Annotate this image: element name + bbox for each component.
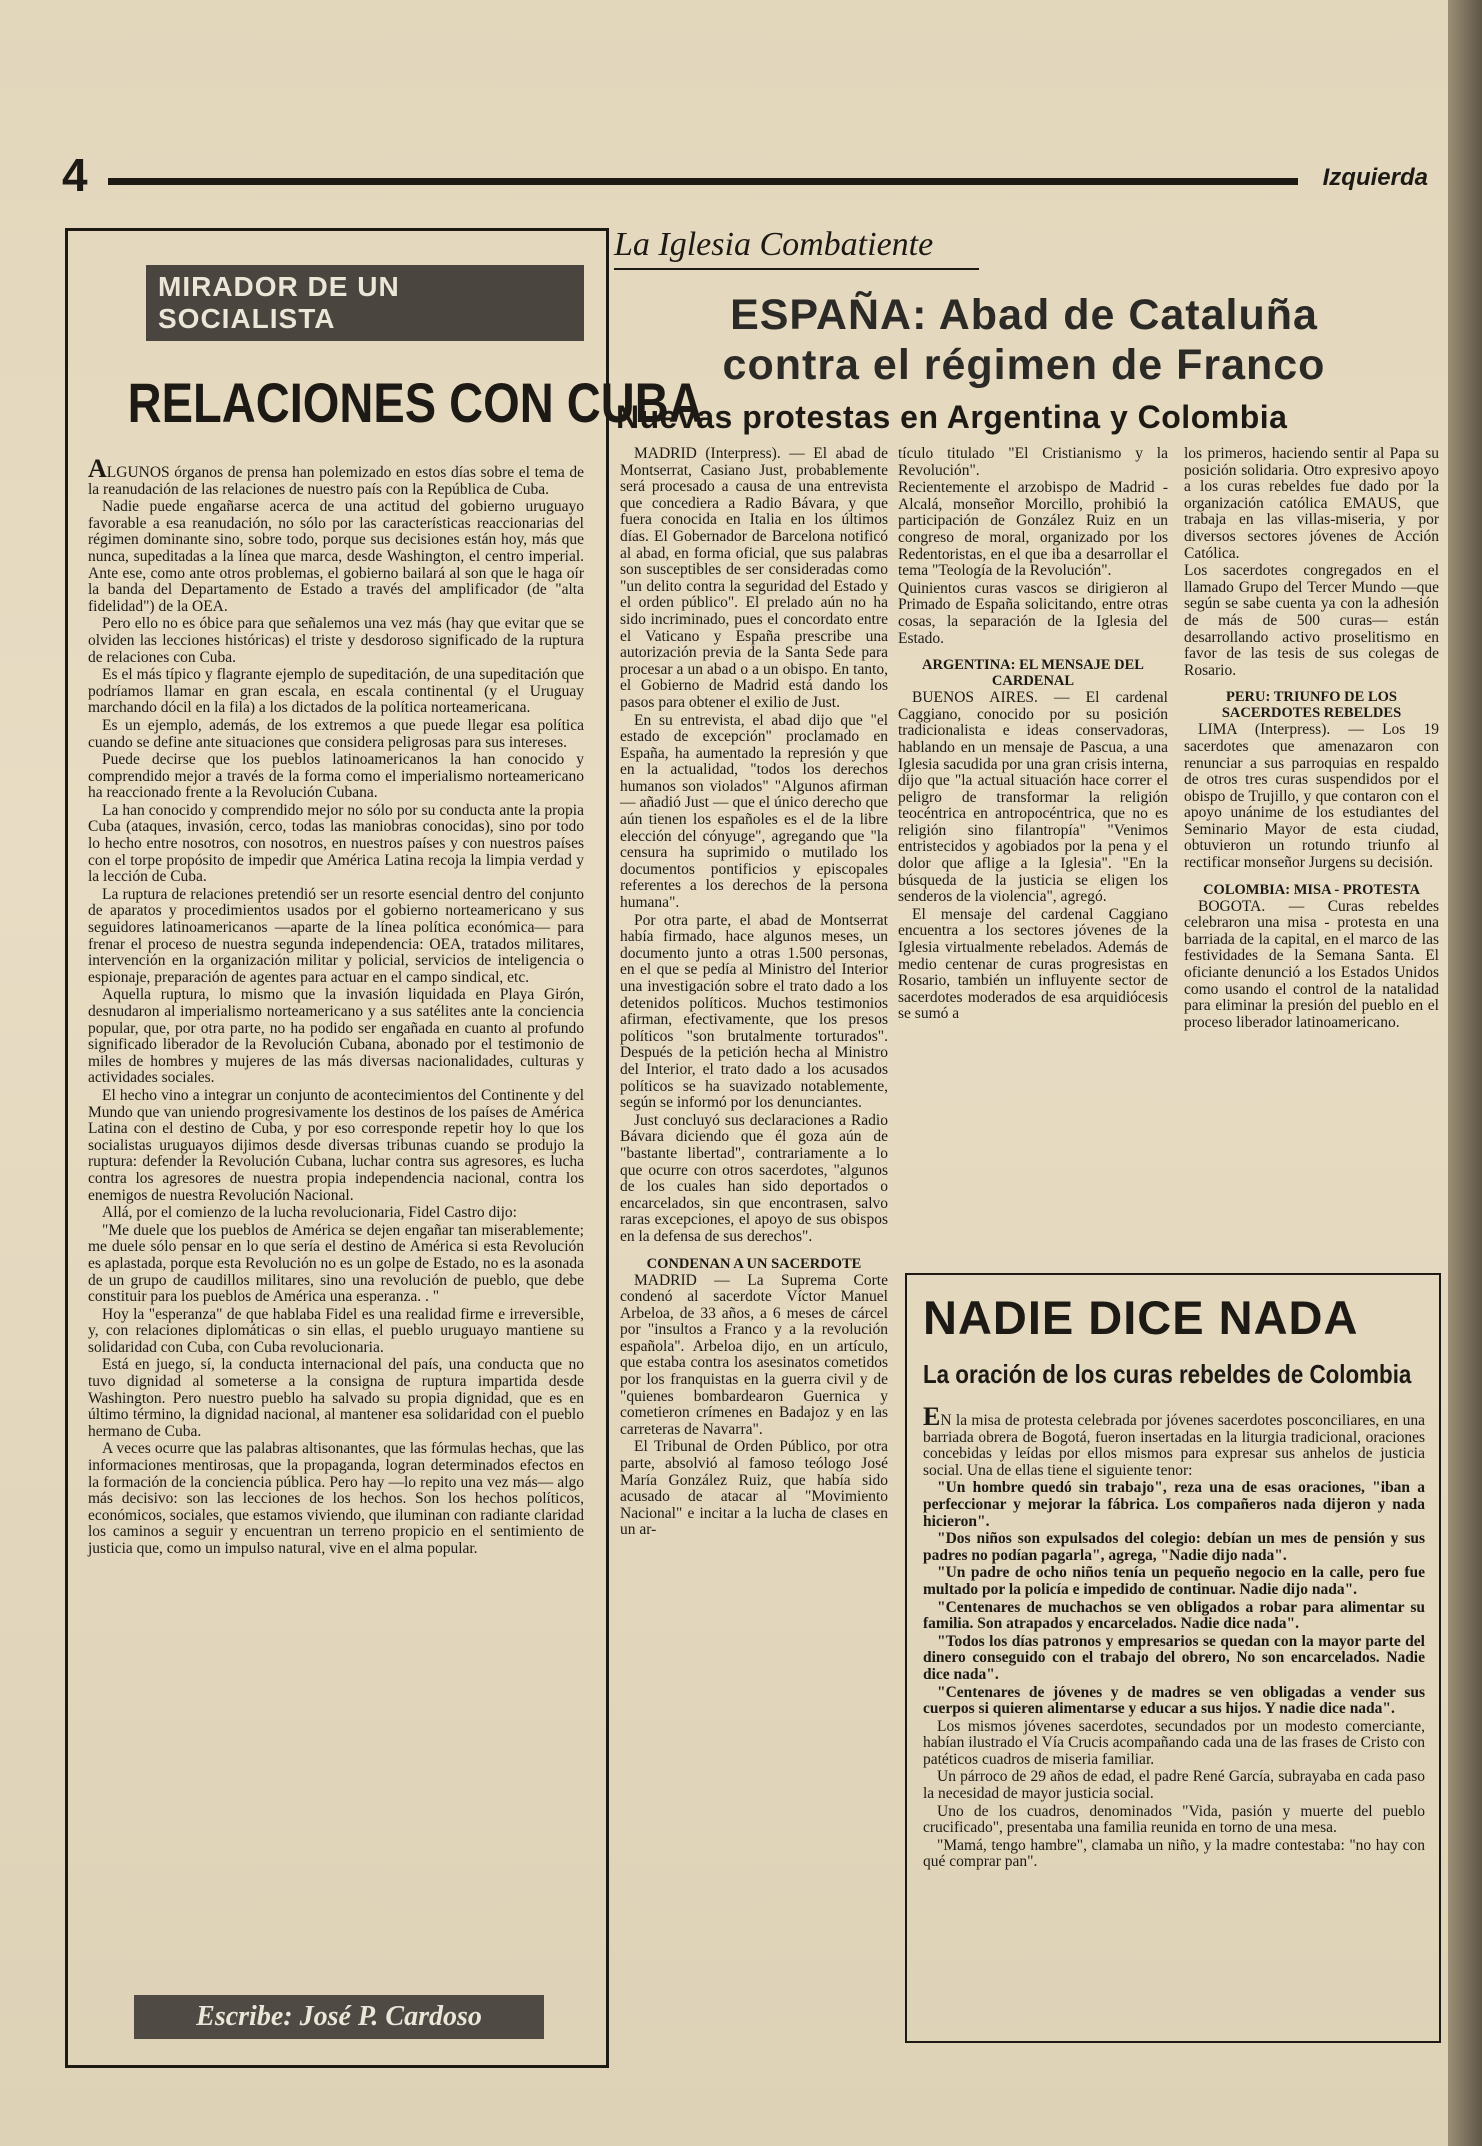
- article-column-1: [620, 446, 888, 1540]
- headline-line-1: ESPAÑA: Abad de Cataluña: [730, 291, 1318, 339]
- paragraph: "Centenares de muchachos se ven obligados a robar para alimentar su familia. Son atrapados y encarcelados. Nadie dice nada".: [923, 1598, 1425, 1633]
- kicker-rule: [614, 268, 979, 270]
- dropcap: E: [923, 1402, 941, 1431]
- paragraph: Por otra parte, el abad de Montserrat había firmado, hace algunos meses, un documento junto a otras 1.500 personas, en el que se pedía al Ministro del Interior una investigación sobre el trato dado a los detenidos políticos. Muchos testimonios afirman, efectivamente, que los presos políticos "son brutalmente torturados". Después de la petición hecha al Ministro del Interior, el trato dado a los acusados políticos se ha suavizado notablemente, según se informó por los denunciantes.: [620, 911, 888, 1112]
- paragraph: tículo titulado "El Cristianismo y la Revolución".: [898, 445, 1168, 479]
- page-number: 4: [62, 149, 88, 201]
- paragraph: Los mismos jóvenes sacerdotes, secundados por un modesto comerciante, habían ilustrado el Vía Crucis acompañando cada una de las frases de Cristo con patéticos cuadros de miseria familiar.: [923, 1717, 1425, 1768]
- dropcap: A: [88, 454, 107, 483]
- section-kicker: La Iglesia Combatiente: [614, 226, 934, 263]
- sidebar-body: [923, 1402, 1425, 1871]
- article-column-2: [898, 446, 1168, 1024]
- article-subheadline: Nuevas protestas en Argentina y Colombia: [616, 399, 1288, 435]
- paragraph: MADRID — La Suprema Corte condenó al sacerdote Víctor Manuel Arbeloa, de 33 años, a 6 meses de cárcel por "insultos a Franco y a la revolución española". Arbeloa dijo, en un artículo, que estaba contra los asesinatos cometidos por los franquistas en la guerra civil y de "quienes bombardearon Guernica y cometieron crímenes en Badajoz y en las carreteras de Navarra".: [620, 1271, 888, 1438]
- paragraph: La ruptura de relaciones pretendió ser un resorte esencial dentro del conjunto de aparatos y procedimientos usados por el gobierno norteamericano y sus seguidores latinoamericanos —aparte de la línea política económica— para frenar el proceso de nuestra segunda independencia: OEA, tratados militares, intervención en la organización militar y policial, servicios de inteligencia o espionaje, preparación de agentes para actuar en el campo sindical, etc.: [88, 885, 584, 986]
- paragraph: Nadie puede engañarse acerca de una actitud del gobierno uruguayo favorable a esa reanudación, no sólo por las características reaccionarias del régimen dominante sino, sobre todo, porque sus decisiones están hoy, más que nunca, supeditadas a la línea que marca, desde Washington, el centro imperial. Ante ese, como ante otros problemas, el gobierno bailará al son que le haga oír la banda del Departamento de Estado a través del amplificador (de "alta fidelidad") de la OEA.: [88, 498, 584, 615]
- paragraph: Recientemente el arzobispo de Madrid - Alcalá, monseñor Morcillo, prohibió la participación de González Ruiz en un congreso de moral, organizado por los Redentoristas, en el que iba a desarrollar el tema "Teología de la Revolución".: [898, 479, 1168, 580]
- paragraph: "Mamá, tengo hambre", clamaba un niño, y la madre contestaba: "no hay con qué comprar pan".: [923, 1836, 1425, 1871]
- paragraph: Puede decirse que los pueblos latinoamericanos la han conocido y comprendido mejor a través de la forma como el imperialismo norteamericano ha reaccionado frente a la Revolución Cubana.: [88, 751, 584, 802]
- section-heading-colombia: COLOMBIA: MISA - PROTESTA: [1203, 881, 1420, 898]
- paragraph: Es el más típico y flagrante ejemplo de supeditación, de una supeditación que podríamos llamar en gran escala, en escala continental (y el Uruguay marchando dócil en la fila) a los dictados de la política norteamericana.: [88, 666, 584, 717]
- opinion-lead: ALGUNOS órganos de prensa han polemizado en estos días sobre el tema de la reanudación de las relaciones de nuestro país con la República de Cuba.: [88, 454, 584, 498]
- paragraph: Quinientos curas vascos se dirigieron al Primado de España solicitando, entre otras cosas, la separación de la Iglesia del Estado.: [898, 579, 1168, 647]
- paragraph: LIMA (Interpress). — Los 19 sacerdotes que amenazaron con renunciar a sus parroquias en respaldo de otros tres curas suspendidos por el obispo de Trujillo, y que contaron con el apoyo unánime de los estudiantes del Seminario Mayor de esta ciudad, obtuvieron un rotundo triunfo al rectificar monseñor Jurgens su decisión.: [1184, 721, 1439, 872]
- paragraph: Los sacerdotes congregados en el llamado Grupo del Tercer Mundo —que según se sabe cuenta ya con la adhesión de más de 500 curas— están desarrollando activo proselitismo en favor de las tesis de sus colegas de Rosario.: [1184, 562, 1439, 679]
- paragraph: El Tribunal de Orden Público, por otra parte, absolvió al famoso teólogo José María González Ruiz, que había sido acusado de atacar al "Movimiento Nacional" e incitar a la lucha de clases en un ar-: [620, 1438, 888, 1539]
- paragraph: BOGOTA. — Curas rebeldes celebraron una misa - protesta en una barriada de la capital, en el marco de las festividades de la Semana Santa. El oficiante denunció a los Estados Unidos como usando el control de la natalidad para eliminar la presión del pueblo en el proceso liberador latinoamericano.: [1184, 897, 1439, 1031]
- paragraph: Un párroco de 29 años de edad, el padre René García, subrayaba en cada paso la necesidad de mayor justicia social.: [923, 1768, 1425, 1803]
- paragraph: En su entrevista, el abad dijo que "el estado de excepción" proclamado en España, ha aumentado la represión y que en la actualidad, "todos los derechos humanos son violados" "Algunos afirman — añadió Just — que el único derecho que aún tienen los españoles es el de la libre elección del cónyuge", agregando que "la censura ha suprimido o mutilado los documentos pontificios y episcopales referentes a los derechos de la persona humana".: [620, 711, 888, 912]
- page-header: [58, 149, 1428, 201]
- opinion-headline: RELACIONES CON CUBA: [127, 371, 703, 434]
- paragraph: Uno de los cuadros, denominados "Vida, pasión y muerte del pueblo crucificado", presentaba una familia reunida en torno de una mesa.: [923, 1802, 1425, 1837]
- sidebar-subheadline: La oración de los curas rebeldes de Colombia: [923, 1359, 1412, 1389]
- paragraph: Allá, por el comienzo de la lucha revolucionaria, Fidel Castro dijo:: [102, 1204, 517, 1222]
- opinion-body: [88, 454, 584, 1558]
- paragraph: "Me duele que los pueblos de América se dejen engañar tan miserablemente; me duele sólo pensar en lo que sería el destino de América si esta Revolución es aplastada, porque esta Revolución no es un golpe de Estado, no es la asonada de un grupo de caudillos militares, sino una revolución de pueblo, que debe constituir para los pueblos de América una esperanza. . ": [88, 1221, 584, 1306]
- sidebar-box: [905, 1273, 1441, 2043]
- section-heading-argentina: ARGENTINA: EL MENSAJE DEL CARDENAL: [922, 657, 1144, 690]
- article-headline: [614, 290, 1434, 390]
- paragraph: "Un padre de ocho niños tenía un pequeño negocio en la calle, pero fue multado por la policía e impedido de continuar. Nadie dijo nada".: [923, 1564, 1425, 1598]
- column-label: MIRADOR DE UN SOCIALISTA: [146, 265, 584, 341]
- paragraph: Just concluyó sus declaraciones a Radio Bávara diciendo que él goza aún de "bastante libertad", contrariamente a lo que ocurre con otros sacerdotes, "algunos de los cuales han sido deportados o encarcelados, sin que encontrasen, salvo raras excepciones, el apoyo de sus obispos en la defensa de sus derechos".: [620, 1111, 888, 1245]
- paragraph: los primeros, haciendo sentir al Papa su posición solidaria. Otro expresivo apoyo a los curas rebeldes fue dado por la organización católica EMAUS, que trabaja en las villas-miseria, y por diversos sectores jóvenes de Acción Católica.: [1184, 445, 1439, 562]
- paragraph: "Dos niños son expulsados del colegio: debían un mes de pensión y sus padres no podían pagarla", agrega, "Nadie dijo nada".: [923, 1530, 1425, 1564]
- paragraph: BUENOS AIRES. — El cardenal Caggiano, conocido por su posición tradicionalista e ideas conservadoras, hablando en un mensaje de Pascua, a una Iglesia sacudida por una gran crisis interna, dijo que "la actual situación hace correr el peligro de transformar la religión teocéntrica en antropocéntrica, que no es religión sino filantropía" "Venimos entristecidos y agobiados por la pena y el dolor que aflige a la Iglesia". "En la búsqueda de la justicia se eligen los senderos de la violencia", agregó.: [898, 689, 1168, 906]
- paragraph: Está en juego, sí, la conducta internacional del país, una conducta que no tuvo dignidad al someterse a la consigna de ruptura impartida desde Washington. Pero nuestro pueblo ha salvado su propia dignidad, que es en último término, la dignidad nacional, al mantener esa solidaridad con el pueblo hermano de Cuba.: [88, 1356, 584, 1440]
- paragraph: Pero ello no es óbice para que señalemos una vez más (hay que evitar que se olviden las lecciones históricas) el triste y desdoroso significado de la ruptura de relaciones con Cuba.: [88, 615, 584, 666]
- publication-name: Izquierda: [1322, 164, 1428, 191]
- paragraph: "Todos los días patronos y empresarios se quedan con la mayor parte del dinero conseguido con el trabajo del obrero, No son encarcelados. Nadie dice nada".: [923, 1632, 1425, 1683]
- section-heading-condenan: CONDENAN A UN SACERDOTE: [646, 1255, 862, 1272]
- paragraph: Aquella ruptura, lo mismo que la invasión liquidada en Playa Girón, desnudaron al imperialismo norteamericano y a sus satélites ante la conciencia popular, que, por otra parte, no ha podido ser engañada en cuanto al profundo significado liberador de la Revolución Cubana, abonado por el testimonio de miles de hombres y mujeres de las más diversas nacionalidades, culturas y actividades sociales.: [88, 986, 584, 1087]
- paragraph: "Un hombre quedó sin trabajo", reza una de esas oraciones, "iban a perfeccionar y mejorar la fábrica. Los compañeros nada dijeron y nada hicieron".: [923, 1479, 1425, 1530]
- headline-line-2: contra el régimen de Franco: [722, 341, 1326, 389]
- paragraph: La han conocido y comprendido mejor no sólo por su conducta ante la propia Cuba (ataques, invasión, cerco, todas las maniobras conocidas), sino por todo lo hecho entre nosotros, con nosotros, en nuestros países y con nuestros países con el torpe propósito de impedir que América Latina recoja la limpia verdad y la lección de Cuba.: [88, 801, 584, 886]
- byline: Escribe: José P. Cardoso: [134, 1995, 544, 2039]
- paragraph: El mensaje del cardenal Caggiano encuentra a los sectores jóvenes de la Iglesia virtualmente rebelados. Además de medio centenar de curas progresistas en Rosario, también un influyente sector de sacerdotes moderados de esa arquidiócesis se sumó a: [898, 905, 1168, 1023]
- section-heading-peru: PERU: TRIUNFO DE LOS SACERDOTES REBELDES: [1221, 689, 1402, 722]
- paragraph: MADRID (Interpress). — El abad de Montserrat, Casiano Just, probablemente será procesado a causa de una entrevista que concediera a Radio Bávara, y que fuera conocida en Italia en los últimos días. El Gobernador de Barcelona notificó al abad, en forma oficial, que sus palabras son susceptibles de ser consideradas como "un delito contra la seguridad del Estado y el orden público". El prelado aún no ha sido incriminado, pues el concordato entre el Vaticano y España prescribe una autorización previa de la Santa Sede para procesar a un abad o a un obispo. En tanto, el Gobierno de Madrid está dando los pasos para obtener el exilio de Just.: [620, 445, 888, 711]
- paragraph: A veces ocurre que las palabras altisonantes, que las fórmulas hechas, que las informaciones mentirosas, que la propaganda, logran determinados efectos en la formación de la conciencia pública. Pero hay —lo repito una vez más— algo más decisivo: son las lecciones de los hechos. Son los hechos políticos, económicos, sociales, que estamos viviendo, que iluminan con radiante claridad los caminos a seguir y encuentran un terreno propicio en el sentimiento de justicia que, como un impulso natural, vive en el alma popular.: [88, 1440, 584, 1557]
- paragraph: El hecho vino a integrar un conjunto de acontecimientos del Continente y del Mundo que van uniendo progresivamente los destinos de los países de América Latina con el destino de Cuba, y por eso corresponde repetir hoy lo que los socialistas uruguayos dijimos desde diversas tribunas cuando se produjo la ruptura: defender la Revolución Cubana, luchar contra sus agresores, es lucha contra los agresores de nuestra propia independencia nacional, contra los enemigos de nuestra Revolución Nacional.: [88, 1086, 584, 1204]
- page-edge-shadow: [1448, 0, 1482, 2146]
- paragraph: Hoy la "esperanza" de que hablaba Fidel es una realidad firme e irreversible, y, con relaciones diplomáticas o sin ellas, el pueblo uruguayo mantiene su solidaridad con Cuba, con Cuba revolucionaria.: [88, 1305, 584, 1356]
- sidebar-headline: NADIE DICE NADA: [923, 1291, 1359, 1344]
- article-column-3: [1184, 446, 1439, 1032]
- header-rule: [108, 178, 1298, 185]
- paragraph: Es un ejemplo, además, de los extremos a que puede llegar esa política cuando se define ante situaciones que considera peligrosas para sus intereses.: [88, 716, 584, 751]
- sidebar-lead: EN la misa de protesta celebrada por jóvenes sacerdotes posconciliares, en una barriada obrera de Bogotá, fueron insertadas en la liturgia tradicional, oraciones concebidas y leídas por ellos mismos para expresar sus anhelos de justicia social. Una de ellas tiene el siguiente tenor:: [923, 1402, 1425, 1479]
- opinion-column-box: [65, 228, 703, 2068]
- paragraph: "Centenares de jóvenes y de madres se ven obligadas a vender sus cuerpos si quieren alimentarse y educar a sus hijos. Y nadie dice nada".: [923, 1683, 1425, 1718]
